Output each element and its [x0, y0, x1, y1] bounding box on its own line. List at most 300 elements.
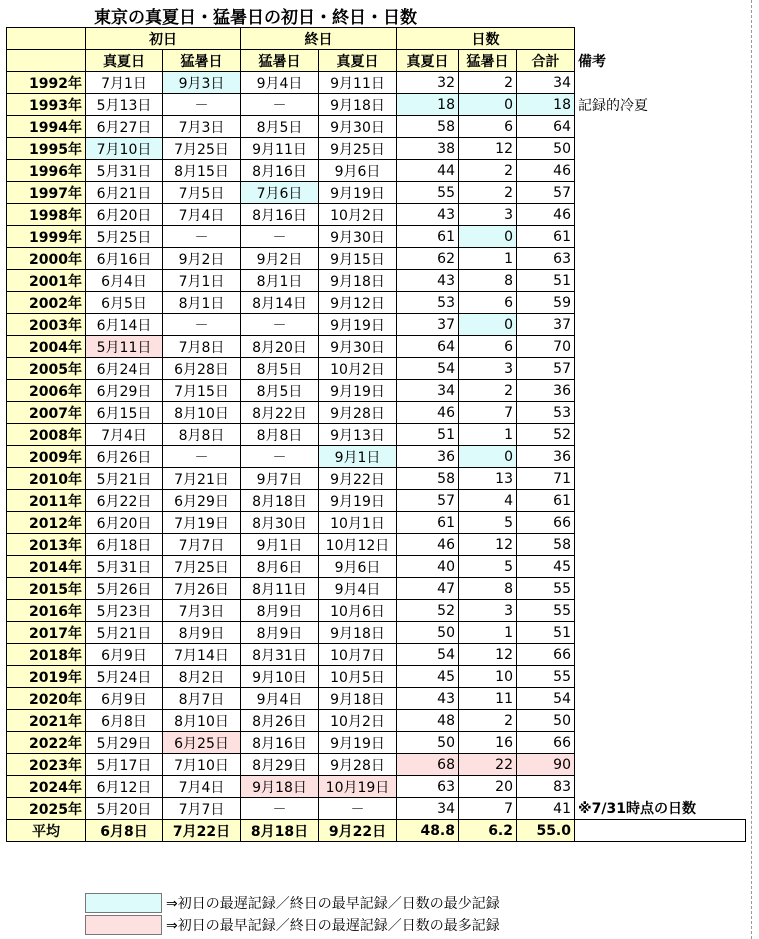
days-manatsubi-cell: 44	[397, 160, 459, 182]
note-cell	[575, 468, 746, 490]
first-moshobi-cell: 7月21日	[163, 468, 241, 490]
days-total-cell: 57	[517, 182, 575, 204]
year-cell: 2007年	[7, 402, 86, 424]
note-cell	[575, 270, 746, 292]
days-total-cell: 64	[517, 116, 575, 138]
last-moshobi-cell: －	[241, 94, 319, 116]
first-moshobi-cell: 9月2日	[163, 248, 241, 270]
note-cell	[575, 204, 746, 226]
last-manatsubi-cell: 9月6日	[319, 160, 397, 182]
year-cell: 2018年	[7, 644, 86, 666]
note-cell	[575, 72, 746, 94]
note-cell	[575, 424, 746, 446]
days-total-cell: 55	[517, 600, 575, 622]
note-cell	[575, 446, 746, 468]
last-moshobi-cell: 8月22日	[241, 402, 319, 424]
table-row	[7, 666, 746, 688]
days-total-cell: 55	[517, 578, 575, 600]
last-moshobi-cell: －	[241, 314, 319, 336]
table-row	[7, 402, 746, 424]
last-moshobi-cell: 8月26日	[241, 710, 319, 732]
days-total-cell: 51	[517, 622, 575, 644]
last-moshobi-cell: 8月9日	[241, 600, 319, 622]
days-moshobi-cell: 3	[459, 600, 517, 622]
days-manatsubi-cell: 32	[397, 72, 459, 94]
days-moshobi-cell: 2	[459, 160, 517, 182]
last-manatsubi-cell: 10月2日	[319, 358, 397, 380]
first-moshobi-cell: 8月9日	[163, 622, 241, 644]
table-row	[7, 270, 746, 292]
days-moshobi-cell: 0	[459, 226, 517, 248]
first-moshobi-cell: 6月29日	[163, 490, 241, 512]
days-total-cell: 46	[517, 204, 575, 226]
table-row	[7, 160, 746, 182]
table-row	[7, 292, 746, 314]
first-moshobi-cell: 7月10日	[163, 754, 241, 776]
days-total-cell: 50	[517, 138, 575, 160]
header-days-total: 合計	[517, 50, 575, 72]
last-moshobi-cell: －	[241, 226, 319, 248]
first-moshobi-cell: 6月28日	[163, 358, 241, 380]
first-manatsubi-cell: 6月5日	[86, 292, 163, 314]
last-moshobi-cell: 9月11日	[241, 138, 319, 160]
first-moshobi-cell: 7月14日	[163, 644, 241, 666]
last-moshobi-cell: 8月5日	[241, 380, 319, 402]
year-cell: 2020年	[7, 688, 86, 710]
days-manatsubi-cell: 40	[397, 556, 459, 578]
days-total-cell: 34	[517, 72, 575, 94]
first-manatsubi-cell: 6月12日	[86, 776, 163, 798]
table-row	[7, 380, 746, 402]
last-moshobi-cell: 8月16日	[241, 732, 319, 754]
last-manatsubi-cell: 10月7日	[319, 644, 397, 666]
last-moshobi-cell: 9月18日	[241, 776, 319, 798]
first-manatsubi-cell: 6月4日	[86, 270, 163, 292]
last-moshobi-cell: 8月30日	[241, 512, 319, 534]
note-cell	[575, 512, 746, 534]
average-last-manatsubi-cell: 9月22日	[319, 820, 397, 842]
table-row	[7, 754, 746, 776]
days-manatsubi-cell: 46	[397, 402, 459, 424]
note-cell	[575, 380, 746, 402]
last-moshobi-cell: 8月29日	[241, 754, 319, 776]
days-total-cell: 45	[517, 556, 575, 578]
first-manatsubi-cell: 6月26日	[86, 446, 163, 468]
days-moshobi-cell: 2	[459, 72, 517, 94]
year-cell: 2016年	[7, 600, 86, 622]
days-manatsubi-cell: 34	[397, 798, 459, 820]
table-row	[7, 710, 746, 732]
table-row	[7, 248, 746, 270]
last-moshobi-cell: 9月4日	[241, 688, 319, 710]
first-manatsubi-cell: 5月26日	[86, 578, 163, 600]
days-total-cell: 51	[517, 270, 575, 292]
last-manatsubi-cell: 10月12日	[319, 534, 397, 556]
days-manatsubi-cell: 38	[397, 138, 459, 160]
first-moshobi-cell: 7月3日	[163, 600, 241, 622]
first-manatsubi-cell: 7月4日	[86, 424, 163, 446]
average-days-manatsubi-cell: 48.8	[397, 820, 459, 842]
header-group-days: 日数	[397, 28, 575, 50]
last-manatsubi-cell: 10月6日	[319, 600, 397, 622]
last-manatsubi-cell: 9月30日	[319, 226, 397, 248]
last-moshobi-cell: 9月4日	[241, 72, 319, 94]
first-manatsubi-cell: 5月13日	[86, 94, 163, 116]
days-total-cell: 53	[517, 402, 575, 424]
table-row	[7, 94, 746, 116]
last-moshobi-cell: 8月16日	[241, 204, 319, 226]
first-manatsubi-cell: 6月14日	[86, 314, 163, 336]
last-moshobi-cell: 8月11日	[241, 578, 319, 600]
last-manatsubi-cell: 9月19日	[319, 732, 397, 754]
table-row	[7, 446, 746, 468]
days-moshobi-cell: 1	[459, 248, 517, 270]
days-total-cell: 50	[517, 710, 575, 732]
table-row	[7, 490, 746, 512]
last-moshobi-cell: 8月31日	[241, 644, 319, 666]
page-title: 東京の真夏日・猛暑日の初日・終日・日数	[94, 8, 417, 28]
table-row	[7, 688, 746, 710]
days-moshobi-cell: 2	[459, 380, 517, 402]
year-cell: 1993年	[7, 94, 86, 116]
first-moshobi-cell: 7月4日	[163, 776, 241, 798]
last-manatsubi-cell: 10月2日	[319, 204, 397, 226]
first-moshobi-cell: 7月25日	[163, 138, 241, 160]
days-moshobi-cell: 7	[459, 798, 517, 820]
year-cell: 2008年	[7, 424, 86, 446]
first-manatsubi-cell: 6月27日	[86, 116, 163, 138]
table-row	[7, 600, 746, 622]
legend-swatch-blue	[85, 893, 162, 913]
year-cell: 2015年	[7, 578, 86, 600]
days-total-cell: 52	[517, 424, 575, 446]
last-manatsubi-cell: 9月12日	[319, 292, 397, 314]
days-total-cell: 90	[517, 754, 575, 776]
days-manatsubi-cell: 48	[397, 710, 459, 732]
year-cell: 1992年	[7, 72, 86, 94]
days-total-cell: 55	[517, 666, 575, 688]
days-moshobi-cell: 22	[459, 754, 517, 776]
first-moshobi-cell: 7月26日	[163, 578, 241, 600]
days-total-cell: 66	[517, 732, 575, 754]
last-manatsubi-cell: 10月19日	[319, 776, 397, 798]
last-moshobi-cell: 8月14日	[241, 292, 319, 314]
days-moshobi-cell: 7	[459, 402, 517, 424]
year-cell: 2004年	[7, 336, 86, 358]
header-corner	[7, 28, 86, 50]
first-moshobi-cell: 8月15日	[163, 160, 241, 182]
note-cell	[575, 666, 746, 688]
days-manatsubi-cell: 45	[397, 666, 459, 688]
first-manatsubi-cell: 5月20日	[86, 798, 163, 820]
header-corner	[7, 50, 86, 72]
days-total-cell: 63	[517, 248, 575, 270]
days-manatsubi-cell: 43	[397, 688, 459, 710]
last-manatsubi-cell: 9月28日	[319, 754, 397, 776]
year-cell: 2000年	[7, 248, 86, 270]
days-manatsubi-cell: 37	[397, 314, 459, 336]
year-cell: 2012年	[7, 512, 86, 534]
note-cell: 記録的冷夏	[578, 97, 648, 114]
note-cell	[575, 776, 746, 798]
days-moshobi-cell: 1	[459, 622, 517, 644]
first-manatsubi-cell: 6月9日	[86, 644, 163, 666]
days-manatsubi-cell: 57	[397, 490, 459, 512]
first-manatsubi-cell: 5月11日	[86, 336, 163, 358]
year-cell: 2023年	[7, 754, 86, 776]
average-first-manatsubi-cell: 6月8日	[86, 820, 163, 842]
first-moshobi-cell: 7月25日	[163, 556, 241, 578]
header-first-moshobi: 猛暑日	[163, 50, 241, 72]
last-manatsubi-cell: 9月22日	[319, 468, 397, 490]
last-manatsubi-cell: 9月19日	[319, 182, 397, 204]
days-total-cell: 18	[517, 94, 575, 116]
days-total-cell: 36	[517, 446, 575, 468]
header-row-sub	[7, 50, 746, 72]
first-manatsubi-cell: 7月1日	[86, 72, 163, 94]
first-moshobi-cell: －	[163, 446, 241, 468]
days-moshobi-cell: 2	[459, 182, 517, 204]
note-cell	[575, 600, 746, 622]
note-cell	[575, 116, 746, 138]
last-manatsubi-cell: 9月13日	[319, 424, 397, 446]
year-cell: 2002年	[7, 292, 86, 314]
year-cell: 1996年	[7, 160, 86, 182]
year-cell: 2005年	[7, 358, 86, 380]
days-manatsubi-cell: 43	[397, 270, 459, 292]
note-cell	[575, 622, 746, 644]
first-manatsubi-cell: 5月24日	[86, 666, 163, 688]
note-cell	[575, 358, 746, 380]
first-manatsubi-cell: 6月29日	[86, 380, 163, 402]
header-group-first: 初日	[86, 28, 241, 50]
days-moshobi-cell: 6	[459, 336, 517, 358]
days-total-cell: 58	[517, 534, 575, 556]
last-moshobi-cell: 8月18日	[241, 490, 319, 512]
note-cell	[575, 644, 746, 666]
year-cell: 2024年	[7, 776, 86, 798]
last-moshobi-cell: －	[241, 798, 319, 820]
table-row	[7, 468, 746, 490]
days-moshobi-cell: 6	[459, 292, 517, 314]
days-manatsubi-cell: 62	[397, 248, 459, 270]
days-moshobi-cell: 10	[459, 666, 517, 688]
first-manatsubi-cell: 5月31日	[86, 556, 163, 578]
year-cell: 2022年	[7, 732, 86, 754]
last-moshobi-cell: 9月2日	[241, 248, 319, 270]
note-cell: ※7/31時点の日数	[578, 801, 696, 818]
first-moshobi-cell: 7月7日	[163, 798, 241, 820]
days-total-cell: 41	[517, 798, 575, 820]
days-manatsubi-cell: 46	[397, 534, 459, 556]
first-manatsubi-cell: 5月23日	[86, 600, 163, 622]
days-moshobi-cell: 1	[459, 424, 517, 446]
first-manatsubi-cell: 7月10日	[86, 138, 163, 160]
note-cell	[575, 182, 746, 204]
note-cell	[575, 534, 746, 556]
days-manatsubi-cell: 58	[397, 116, 459, 138]
note-cell	[575, 732, 746, 754]
last-manatsubi-cell: 9月1日	[319, 446, 397, 468]
first-manatsubi-cell: 6月24日	[86, 358, 163, 380]
note-cell	[575, 160, 746, 182]
legend-swatch-pink	[85, 915, 162, 935]
last-manatsubi-cell: －	[319, 798, 397, 820]
days-manatsubi-cell: 53	[397, 292, 459, 314]
header-note: 備考	[578, 53, 606, 70]
last-manatsubi-cell: 9月18日	[319, 94, 397, 116]
note-cell	[575, 336, 746, 358]
summer-days-table	[6, 27, 746, 842]
first-moshobi-cell: －	[163, 226, 241, 248]
table-row	[7, 798, 746, 820]
header-last-moshobi: 猛暑日	[241, 50, 319, 72]
note-cell	[575, 556, 746, 578]
days-moshobi-cell: 3	[459, 204, 517, 226]
days-total-cell: 37	[517, 314, 575, 336]
first-manatsubi-cell: 5月17日	[86, 754, 163, 776]
average-label: 平均	[7, 820, 86, 842]
first-moshobi-cell: 8月2日	[163, 666, 241, 688]
average-last-moshobi-cell: 8月18日	[241, 820, 319, 842]
last-manatsubi-cell: 9月30日	[319, 116, 397, 138]
days-total-cell: 57	[517, 358, 575, 380]
year-cell: 1998年	[7, 204, 86, 226]
first-manatsubi-cell: 5月25日	[86, 226, 163, 248]
note-cell	[575, 138, 746, 160]
note-cell	[575, 402, 746, 424]
header-last-manatsubi: 真夏日	[319, 50, 397, 72]
days-moshobi-cell: 12	[459, 644, 517, 666]
table-row	[7, 336, 746, 358]
note-cell	[575, 754, 746, 776]
year-cell: 2010年	[7, 468, 86, 490]
year-cell: 2025年	[7, 798, 86, 820]
days-total-cell: 83	[517, 776, 575, 798]
last-manatsubi-cell: 10月2日	[319, 710, 397, 732]
days-manatsubi-cell: 54	[397, 358, 459, 380]
table-row	[7, 226, 746, 248]
last-moshobi-cell: 7月6日	[241, 182, 319, 204]
last-moshobi-cell: 8月20日	[241, 336, 319, 358]
days-total-cell: 71	[517, 468, 575, 490]
first-manatsubi-cell: 5月21日	[86, 622, 163, 644]
days-manatsubi-cell: 51	[397, 424, 459, 446]
average-note-cell	[575, 820, 746, 842]
last-manatsubi-cell: 9月25日	[319, 138, 397, 160]
year-cell: 1995年	[7, 138, 86, 160]
note-cell	[575, 578, 746, 600]
first-manatsubi-cell: 5月29日	[86, 732, 163, 754]
days-total-cell: 54	[517, 688, 575, 710]
table-row	[7, 138, 746, 160]
table-row	[7, 644, 746, 666]
first-moshobi-cell: 7月1日	[163, 270, 241, 292]
first-moshobi-cell: －	[163, 94, 241, 116]
table-row	[7, 776, 746, 798]
note-cell	[575, 688, 746, 710]
table-row	[7, 314, 746, 336]
last-manatsubi-cell: 10月1日	[319, 512, 397, 534]
header-group-last: 終日	[241, 28, 397, 50]
days-manatsubi-cell: 50	[397, 732, 459, 754]
last-manatsubi-cell: 9月18日	[319, 270, 397, 292]
last-moshobi-cell: 8月5日	[241, 116, 319, 138]
legend-text-pink: ⇒初日の最早記録／終日の最遅記録／日数の最多記録	[166, 918, 500, 934]
last-moshobi-cell: 9月10日	[241, 666, 319, 688]
last-moshobi-cell: 9月1日	[241, 534, 319, 556]
year-cell: 2009年	[7, 446, 86, 468]
last-manatsubi-cell: 9月18日	[319, 688, 397, 710]
first-moshobi-cell: 8月1日	[163, 292, 241, 314]
table-row	[7, 358, 746, 380]
days-moshobi-cell: 3	[459, 358, 517, 380]
days-total-cell: 59	[517, 292, 575, 314]
note-cell	[575, 314, 746, 336]
year-cell: 2001年	[7, 270, 86, 292]
days-moshobi-cell: 13	[459, 468, 517, 490]
days-manatsubi-cell: 58	[397, 468, 459, 490]
header-first-manatsubi: 真夏日	[86, 50, 163, 72]
last-manatsubi-cell: 9月4日	[319, 578, 397, 600]
days-manatsubi-cell: 52	[397, 600, 459, 622]
first-moshobi-cell: 7月19日	[163, 512, 241, 534]
last-manatsubi-cell: 9月11日	[319, 72, 397, 94]
table-row	[7, 556, 746, 578]
first-moshobi-cell: 7月4日	[163, 204, 241, 226]
table-row	[7, 182, 746, 204]
table-row	[7, 732, 746, 754]
table-row	[7, 204, 746, 226]
table-row	[7, 512, 746, 534]
last-manatsubi-cell: 9月6日	[319, 556, 397, 578]
days-moshobi-cell: 0	[459, 314, 517, 336]
last-manatsubi-cell: 9月15日	[319, 248, 397, 270]
days-manatsubi-cell: 50	[397, 622, 459, 644]
first-moshobi-cell: 7月5日	[163, 182, 241, 204]
first-manatsubi-cell: 6月20日	[86, 204, 163, 226]
year-cell: 2019年	[7, 666, 86, 688]
days-manatsubi-cell: 68	[397, 754, 459, 776]
table-row	[7, 578, 746, 600]
year-cell: 2021年	[7, 710, 86, 732]
days-manatsubi-cell: 43	[397, 204, 459, 226]
average-days-total-cell: 55.0	[517, 820, 575, 842]
first-moshobi-cell: 7月7日	[163, 534, 241, 556]
first-manatsubi-cell: 5月21日	[86, 468, 163, 490]
first-manatsubi-cell: 6月22日	[86, 490, 163, 512]
days-moshobi-cell: 6	[459, 116, 517, 138]
last-moshobi-cell: 8月5日	[241, 358, 319, 380]
table-row	[7, 534, 746, 556]
days-moshobi-cell: 4	[459, 490, 517, 512]
first-manatsubi-cell: 6月15日	[86, 402, 163, 424]
days-manatsubi-cell: 36	[397, 446, 459, 468]
days-manatsubi-cell: 64	[397, 336, 459, 358]
year-cell: 2003年	[7, 314, 86, 336]
first-moshobi-cell: 8月10日	[163, 710, 241, 732]
table-row	[7, 424, 746, 446]
last-manatsubi-cell: 9月19日	[319, 380, 397, 402]
last-manatsubi-cell: 9月28日	[319, 402, 397, 424]
last-moshobi-cell: 8月6日	[241, 556, 319, 578]
first-moshobi-cell: 7月3日	[163, 116, 241, 138]
note-cell	[575, 226, 746, 248]
days-total-cell: 70	[517, 336, 575, 358]
header-days-moshobi: 猛暑日	[459, 50, 517, 72]
days-total-cell: 61	[517, 226, 575, 248]
note-cell	[575, 490, 746, 512]
